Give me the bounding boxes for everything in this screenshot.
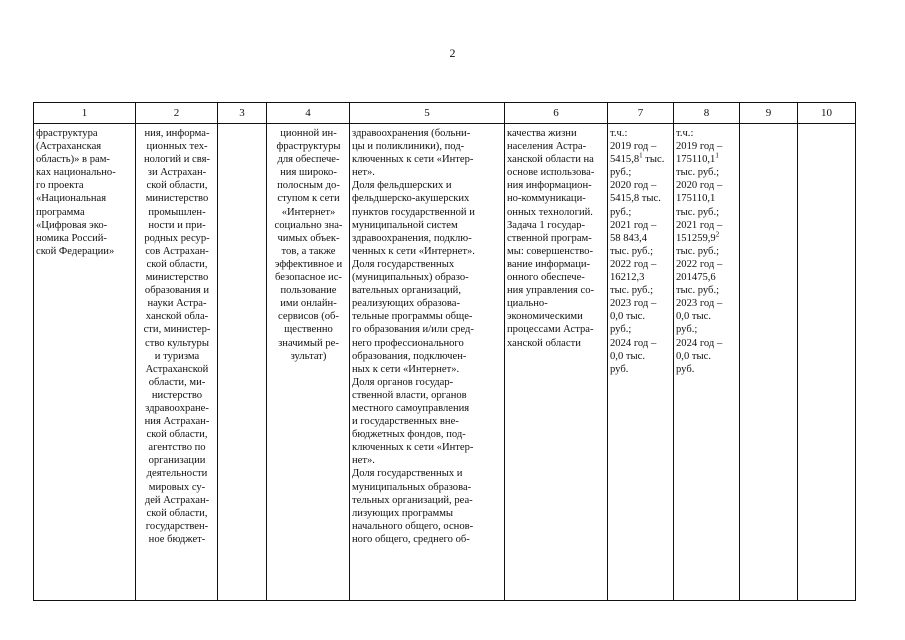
col-header-8: 8 [674,103,740,124]
indicators-text: здравоохранения (больни- цы и поликлиники), под- ключенных к сети «Интер- нет». Доля фельдшерских и фельдшерско-акушерских пунктов государственной и муниципальной систем здравоохранения, подклю- ченных к сети «Интернет». Доля государственных (муниципальных) образо- вательных организаций, реализующих образова- тельные программы обще- го образования и/или сред- него профессионального образования, подключен- ных к сети «Интернет». Доля органов государ- ственной власти, органов местного самоуправления и государственных вне- бюджетных фондов, под- ключенных к сети «Интер- нет». Доля государственных и муниципальных образова- тельных организаций, реа- лизующих программы начального общего, основ- ного общего, среднего об- [352,128,475,545]
column-9-text [740,124,797,127]
funding-a-line: тыс. руб.; [610,285,654,297]
funding-a-line: 5415,8 тыс. [610,193,661,205]
funding-a-line: тыс. руб.; [610,245,654,257]
funding-a-line: 0,0 тыс. [610,311,645,323]
funding-b-line: 2021 год – [676,219,723,231]
funding-a-line: руб. [610,363,629,375]
funding-b-line [676,232,738,245]
col-header-5: 5 [350,103,505,124]
funding-b-line: тыс. руб.; [676,285,720,297]
footnote-marker: 2 [715,230,720,239]
funding-a-line: 2021 год – [610,219,657,231]
page-number: 2 [449,46,456,60]
funding-b-value: 151259,9 [676,232,716,244]
funding-b-line: 2020 год – [676,180,723,192]
funding-b-line: 0,0 тыс. [676,350,711,362]
col-header-2: 2 [136,103,218,124]
cell-goals [505,124,608,601]
funding-b-line: руб. [676,363,695,375]
column-3-text [218,124,266,127]
funding-b-line: т.ч.: [676,128,694,139]
funding-b-line [676,153,738,166]
funding-a-line: руб.; [610,324,632,336]
funding-a-line: руб.; [610,206,632,218]
funding-b-line: 201475,6 [676,272,716,284]
cell-column-3 [218,124,267,601]
funding-a-line: 2019 год – [610,141,657,153]
col-header-1: 1 [34,103,136,124]
funding-b-line: 2023 год – [676,298,723,310]
funding-a-line: 2023 год – [610,298,657,310]
cell-funding-b [674,124,740,601]
col-header-6: 6 [505,103,608,124]
funding-a-text [608,124,673,376]
funding-b-value: 175110,1 [676,154,716,166]
funding-b-line: 2019 год – [676,141,723,153]
document-table [33,102,856,601]
funding-a-line: 16212,3 [610,272,645,284]
goals-text: качества жизни населения Астра- ханской области на основе использова- ния информацион- но-коммуникаци- онных технологий. Задача 1 государ- ственной програм- мы: совершенство- вание информаци- онного обеспече- ния управления со- циально- экономическими процессами Астра- ханской области [507,128,595,349]
funding-a-line: 0,0 тыс. [610,350,645,362]
funding-a-value: 5415,8 [610,154,640,166]
funding-a-line: 58 843,4 [610,232,648,244]
funding-b-line: руб.; [676,324,698,336]
funding-a-line: 2024 год – [610,337,657,349]
funding-a-line: т.ч.: [610,128,628,139]
cell-project-name [34,124,136,601]
cell-column-10 [798,124,856,601]
funding-a-line: руб.; [610,167,632,179]
funding-b-line: 2022 год – [676,258,723,270]
cell-result [267,124,350,601]
funding-a-line: 2020 год – [610,180,657,192]
cell-responsible-executors [136,124,218,601]
footnote-marker: 1 [639,151,643,160]
col-header-3: 3 [218,103,267,124]
funding-b-line: 0,0 тыс. [676,311,711,323]
responsible-executors-text: ния, информа- ционных тех- нологий и свя- зи Астрахан- ской области, министерство промышлен- ности и при- родных ресур- сов Астрахан- ской области, министерство образования и науки Астра- ханской обла- сти, министер- ство культуры и туризма Астраханской области, ми- нистерство здравоохране- ния Астрахан- ской области, агентство по организации деятельности мировых су- дей Астрахан- ской области, государствен- ное бюджет- [143,128,211,545]
project-name-text: фраструктура (Астраханская область)» в рам- ках национально- го проекта «Национальная программа «Цифровая эко- номика Россий- ской Федерации» [36,128,116,257]
table-row [34,124,856,601]
footnote-marker: 1 [715,151,719,160]
col-header-9: 9 [740,103,798,124]
funding-b-text [674,124,739,376]
funding-a-line [610,153,672,166]
funding-b-line: 2024 год – [676,337,723,349]
funding-b-line: 175110,1 [676,193,716,205]
funding-b-line: тыс. руб.; [676,206,720,218]
col-header-10: 10 [798,103,856,124]
column-10-text [798,124,855,127]
funding-a-unit: тыс. [642,154,665,166]
cell-funding-a [608,124,674,601]
funding-b-line: тыс. руб.; [676,245,720,257]
col-header-7: 7 [608,103,674,124]
funding-a-line: 2022 год – [610,258,657,270]
cell-column-9 [740,124,798,601]
result-text: ционной ин- фраструктуры для обеспече- ния широко- полосным до- ступом к сети «Интернет» социально зна- чимых объек- тов, а также эффективное и безопасное ис- пользование ими онлайн- сервисов (об- щественно значимый ре- зультат) [274,128,343,362]
col-header-4: 4 [267,103,350,124]
cell-indicators [350,124,505,601]
header-row [34,103,856,124]
funding-b-line: тыс. руб.; [676,167,720,179]
